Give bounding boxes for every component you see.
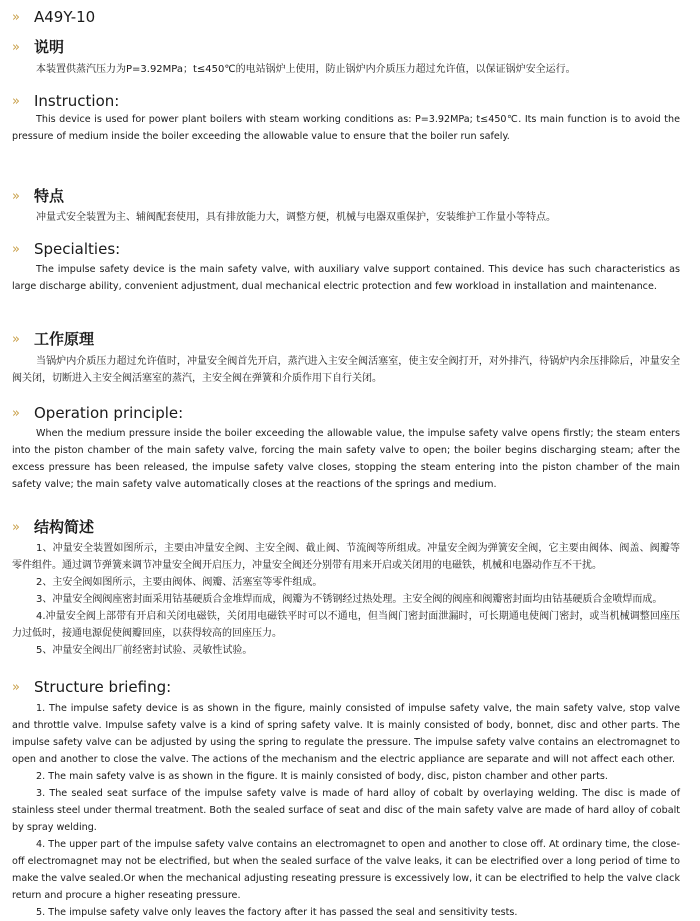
section-body-struct-en [12,700,680,921]
section-heading-op-zh [12,328,94,350]
section-body-struct-zh [12,540,680,659]
double-chevron-icon: » [12,9,18,25]
section-body-desc-zh: 本装置供蒸汽压力为P=3.92MPa；t≤450℃的电站锅炉上使用，防止锅炉内介质压力超过允许值，以保证锅炉安全运行。 [36,64,576,75]
section-body-op-en: When the medium pressure inside the boiler exceeding the allowable value, the impulse safety valve opens firstly; the steam enters into the piston chamber of the main safety valve, forcing the main safety valve to open; the boiler begins discharging steam; after the excess pressure has been released, the impulse safety valve closes, stopping the steam entering into the piston chamber of the main safety valve; the main safety valve automatically closes at the reactions of the springs and medium. [12,428,680,490]
section-body-desc-en: This device is used for power plant boilers with steam working conditions as: P=3.92MPa; t≤450℃. Its main function is to avoid the pressure of medium inside the boiler exceeding the allowable value to ensure that the boiler run safely. [12,114,680,142]
section-title: Operation principle: [34,403,184,422]
model-heading [12,6,95,28]
list-item: 3. The sealed seat surface of the impulse safety valve is made of hard alloy of cobalt by overlaying welding. The disc is made of stainless steel under thermal treatment. Both the sealed surface of seat and disc of the main safety valve are made of hard alloy of cobalt by spray welding. [12,788,680,833]
section-title: Instruction: [34,91,120,110]
double-chevron-icon: » [12,331,18,347]
section-heading-struct-zh [12,516,94,538]
section-title: Structure briefing: [34,677,172,696]
section-heading-struct-en [12,676,171,698]
double-chevron-icon: » [12,679,18,695]
section-body-feat-en: The impulse safety device is the main safety valve, with auxiliary valve support contained. This device has such characteristics as large discharge ability, convenient adjustment, dual mechanical electric protection and few workload in installation and maintenance. [12,264,680,292]
list-item: 1、冲量安全装置如图所示，主要由冲量安全阀、主安全阀、截止阀、节流阀等所组成。冲量安全阀为弹簧安全阀，它主要由阀体、阀盖、阀瓣等零件组件。通过调节弹簧来调节冲量安全阀开启压力，冲量安全阀还分别带有用来开启或关闭用的电磁铁，机械和电器动作互不干扰。 [12,543,680,571]
section-heading-desc-en [12,90,119,112]
double-chevron-icon: » [12,93,18,109]
double-chevron-icon: » [12,188,18,204]
list-item: 4. The upper part of the impulse safety valve contains an electromagnet to open and another to close off. At ordinary time, the close-off electromagnet may not be electrified, but when the sealed surface of the valve leaks, it can be electrified over a long period of time to make the valve sealed.Or when the mechanical adjusting reseating pressure is excessively low, it can be electrified to help the valve clack return and procure a higher reseating pressure. [12,839,680,901]
section-heading-feat-zh [12,185,64,207]
double-chevron-icon: » [12,405,18,421]
double-chevron-icon: » [12,241,18,257]
list-item: 3、冲量安全阀阀座密封面采用钴基硬质合金堆焊而成，阀瓣为不锈钢经过热处理。主安全阀的阀座和阀瓣密封面均由钴基硬质合金喷焊而成。 [36,594,663,605]
list-item: 5. The impulse safety valve only leaves the factory after it has passed the seal and sensitivity tests. [36,907,518,918]
section-heading-desc-zh [12,36,64,58]
section-heading-feat-en [12,238,120,260]
double-chevron-icon: » [12,519,18,535]
section-title: 工作原理 [34,329,95,348]
section-title: 结构简述 [34,517,95,536]
list-item: 4.冲量安全阀上部带有开启和关闭电磁铁，关闭用电磁铁平时可以不通电，但当阀门密封面泄漏时，可长期通电使阀门密封，或当机械调整回座压力过低时，接通电源促使阀瓣回座，以获得较高的回座压力。 [12,611,680,639]
section-title: Specialties: [34,239,121,258]
list-item: 5、冲量安全阀出厂前经密封试验、灵敏性试验。 [36,645,253,656]
double-chevron-icon: » [12,39,18,55]
section-title: 特点 [34,186,65,205]
list-item: 2. The main safety valve is as shown in the figure. It is mainly consisted of body, disc, piston chamber and other parts. [36,771,608,782]
model-number: A49Y-10 [34,7,96,26]
list-item: 2、主安全阀如图所示，主要由阀体、阀瓣、活塞室等零件组成。 [36,577,323,588]
section-body-op-zh: 当锅炉内介质压力超过允许值时，冲量安全阀首先开启，蒸汽进入主安全阀活塞室，使主安全阀打开，对外排汽，待锅炉内余压排除后，冲量安全阀关闭，切断进入主安全阀活塞室的蒸汽，主安全阀在弹簧和介质作用下自行关闭。 [12,356,680,384]
section-title: 说明 [34,37,65,56]
list-item: 1. The impulse safety device is as shown in the figure, mainly consisted of impulse safety valve, the main safety valve, stop valve and throttle valve. Impulse safety valve is a kind of spring safety valve. It is mainly consisted of body, bonnet, disc and other parts. The impulse safety valve can be adjusted by using the spring to regulate the pressure. The impulse safety valve contains an electromagnet to open and another to close the valve. The actions of the mechanism and the electric appliance are separate and will not affect each other. [12,703,680,765]
section-heading-op-en [12,402,183,424]
section-body-feat-zh: 冲量式安全装置为主、辅阀配套使用，具有排放能力大，调整方便，机械与电器双重保护，安装维护工作量小等特点。 [36,212,556,223]
